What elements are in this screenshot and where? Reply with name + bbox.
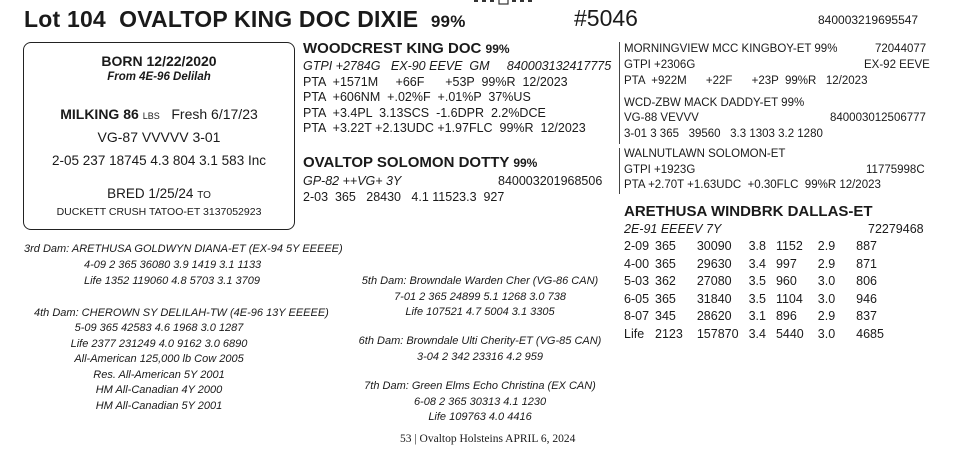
table-cell: 6-05 [624, 291, 650, 306]
table-cell: Life [624, 326, 645, 341]
seventh-dam-record-1: 6-08 2 365 30313 4.1 1230 [413, 395, 547, 408]
table-cell: 1152 [775, 239, 803, 253]
table-cell: 887 [856, 239, 878, 253]
table-cell: 365 [655, 239, 676, 253]
lot-number: Lot 104 [24, 6, 106, 32]
sire-pta-1: PTA +1571M +66F +53P 99%R 12/2023 [303, 74, 568, 89]
table-cell: 2.9 [817, 239, 836, 253]
cow-info-box [23, 42, 295, 230]
table-cell: 946 [856, 291, 878, 306]
sire-percent: 99% [485, 42, 510, 56]
table-cell: 157870 [696, 326, 739, 341]
fourth-dam-record-1: 5-09 365 42583 4.6 1968 3.0 1287 [74, 322, 244, 334]
table-cell: 345 [655, 309, 676, 323]
fourth-dam-award-2: Res. All-American 5Y 2001 [93, 368, 225, 381]
dam-reference: From 4E-96 Delilah [107, 71, 211, 83]
table-cell: 1104 [775, 291, 803, 306]
paternal-grandsire-class: EX-92 EEVE [864, 59, 930, 71]
fifth-dam-title: 5th Dam: Browndale Warden Cher (VG-86 CAN) [361, 275, 599, 287]
table-cell: 2123 [655, 326, 683, 341]
sire-name: WOODCREST KING DOC [303, 40, 482, 57]
sire-gtpi: GTPI +2784G EX-90 EEVE GM 840003132417775 [303, 59, 612, 73]
cow-id: 840003219695547 [818, 13, 919, 27]
cow-name: OVALTOP KING DOC DIXIE [119, 6, 419, 32]
seventh-dam-record-2: Life 109763 4.0 4416 [428, 411, 532, 423]
table-cell: 3.8 [748, 239, 766, 253]
seventh-dam-block [320, 379, 640, 426]
bred-to: TO [197, 190, 211, 201]
maternal-granddam-class: 2E-91 EEEEV 7Y [624, 222, 722, 236]
third-dam-record-2: Life 1352 119060 4.8 5703 3.1 3709 [84, 275, 260, 287]
fourth-dam-details [0, 321, 318, 414]
sire-name-line [303, 40, 510, 57]
sire-pta-2: PTA +606NM +.02%F +.01%P 37%US [303, 90, 531, 104]
paternal-granddam-record: 3-01 3 365 39560 3.3 1303 3.2 1280 [624, 128, 823, 140]
sixth-dam-record-1: 3-04 2 342 23316 4.2 959 [416, 350, 543, 363]
page-footer: 53 | Ovaltop Holsteins APRIL 6, 2024 [400, 433, 576, 445]
table-cell: 837 [856, 309, 878, 323]
milking-unit: LBS [142, 111, 160, 121]
divider-3 [619, 148, 620, 194]
dam-name: OVALTOP SOLOMON DOTTY [303, 154, 510, 171]
maternal-granddam-reg: 72279468 [868, 222, 924, 236]
sire-pta-4: PTA +3.22T +2.13UDC +1.97FLC 99%R 12/2023 [303, 121, 586, 135]
table-cell: 30090 [696, 239, 732, 253]
table-cell: 3.0 [817, 274, 836, 288]
fresh-date: Fresh 6/17/23 [171, 106, 258, 122]
third-dam-title: 3rd Dam: ARETHUSA GOLDWYN DIANA-ET (EX-94 5Y EEEEE) [24, 243, 343, 255]
milking-amount: MILKING 86 [60, 106, 139, 122]
table-cell: 3.5 [748, 291, 766, 306]
sire-details [303, 59, 611, 137]
table-cell: 806 [856, 274, 878, 288]
table-cell: 8-07 [624, 309, 650, 323]
fourth-dam-award-3: HM All-Canadian 4Y 2000 [95, 384, 223, 396]
table-cell: 871 [856, 256, 878, 271]
classification: VG-87 VVVVV 3-01 [97, 129, 221, 145]
sixth-dam-title: 6th Dam: Browndale Ulti Cherity-ET (VG-85 CAN) [358, 335, 602, 347]
table-cell: 2.9 [817, 256, 836, 271]
fifth-dam-record-2: Life 107521 4.7 5004 3.1 3305 [405, 306, 555, 318]
table-cell: 28620 [696, 309, 732, 323]
table-cell: 362 [655, 274, 676, 288]
fifth-dam-block [330, 274, 630, 321]
sixth-dam-block [320, 334, 640, 365]
table-cell: 27080 [696, 274, 732, 288]
table-row [622, 326, 885, 344]
dam-record: 2-03 365 28430 4.1 11523.3 927 [303, 190, 505, 204]
records-table [622, 238, 885, 343]
paternal-grandsire-reg: 72044077 [875, 43, 927, 55]
table-cell: 365 [655, 256, 676, 271]
dam-id: 840003201968506 [498, 174, 603, 188]
table-row [622, 238, 885, 256]
table-cell: 5440 [775, 326, 804, 341]
production-record: 2-05 237 18745 4.3 804 3.1 583 Inc [52, 153, 266, 168]
bred-date: 1/25/24 [148, 186, 194, 201]
dam-name-line [303, 154, 537, 171]
table-cell: 3.0 [817, 291, 836, 306]
maternal-grandsire-name: WALNUTLAWN SOLOMON-ET [624, 148, 786, 160]
table-cell: 365 [655, 291, 676, 306]
table-row [622, 273, 885, 291]
table-cell: 29630 [696, 256, 732, 271]
paternal-grandsire-pta: PTA +922M +22F +23P 99%R 12/2023 [624, 75, 868, 87]
paternal-grandsire-name: MORNINGVIEW MCC KINGBOY-ET 99% [624, 43, 838, 55]
table-cell: 3.4 [748, 326, 766, 341]
cow-percent: 99% [430, 12, 466, 31]
granddam-records-table [622, 238, 885, 343]
table-cell: 5-03 [624, 274, 650, 288]
paternal-granddam-name: WCD-ZBW MACK DADDY-ET 99% [624, 97, 805, 109]
sire-pta-3: PTA +3.4PL 3.13SCS -1.6DPR 2.2%DCE [303, 105, 546, 120]
fourth-dam-record-2: Life 2377 231249 4.0 9162 3.0 6890 [70, 337, 248, 350]
catalog-number: #5046 [574, 5, 638, 31]
table-cell: 4685 [856, 326, 884, 341]
table-cell: 3.0 [817, 326, 836, 341]
bred-sire: DUCKETT CRUSH TATOO-ET 3137052923 [56, 206, 262, 218]
maternal-granddam-name: ARETHUSA WINDBRK DALLAS-ET [624, 203, 873, 220]
fourth-dam-award-4: HM All-Canadian 5Y 2001 [95, 399, 223, 412]
table-cell: 4-00 [624, 256, 650, 271]
milking-line [24, 106, 294, 122]
table-cell: 960 [775, 274, 797, 288]
page-top-ornament [472, 0, 538, 5]
lot-title [24, 6, 466, 33]
dam-class: GP-82 ++VG+ 3Y [303, 174, 402, 188]
third-dam-record-1: 4-09 2 365 36080 3.9 1419 3.1 1133 [84, 259, 262, 271]
table-row [622, 256, 885, 274]
fifth-dam-record-1: 7-01 2 365 24899 5.1 1268 3.0 738 [394, 290, 566, 303]
maternal-grandsire-reg: 11775998C [866, 164, 925, 176]
table-row [622, 291, 885, 309]
paternal-granddam-class: VG-88 VEVVV [624, 112, 699, 124]
table-cell: 896 [775, 309, 797, 323]
table-cell: 31840 [696, 291, 732, 306]
dam-percent: 99% [513, 156, 538, 170]
paternal-grandsire-gtpi: GTPI +2306G [624, 59, 696, 71]
maternal-grandsire-gtpi: GTPI +1923G [624, 164, 696, 176]
fourth-dam-title: 4th Dam: CHEROWN SY DELILAH-TW (4E-96 13Y EEEEE) [34, 307, 329, 319]
paternal-granddam-id: 840003012506777 [830, 112, 926, 124]
seventh-dam-title: 7th Dam: Green Elms Echo Christina (EX CAN) [364, 380, 596, 392]
maternal-grandsire-pta: PTA +2.70T +1.63UDC +0.30FLC 99%R 12/2023 [624, 179, 881, 191]
table-cell: 3.5 [748, 274, 766, 288]
table-cell: 997 [775, 256, 797, 271]
fourth-dam-award-1: All-American 125,000 lb Cow 2005 [74, 353, 244, 365]
table-cell: 2-09 [624, 239, 650, 253]
divider-2 [619, 94, 620, 144]
divider-1 [619, 42, 620, 94]
table-cell: 3.1 [748, 309, 766, 323]
table-cell: 2.9 [817, 309, 836, 323]
bred-line [24, 186, 294, 201]
bred-label: BRED [107, 186, 145, 201]
table-row [622, 308, 885, 326]
table-cell: 3.4 [748, 256, 766, 271]
born-date: BORN 12/22/2020 [101, 53, 217, 69]
